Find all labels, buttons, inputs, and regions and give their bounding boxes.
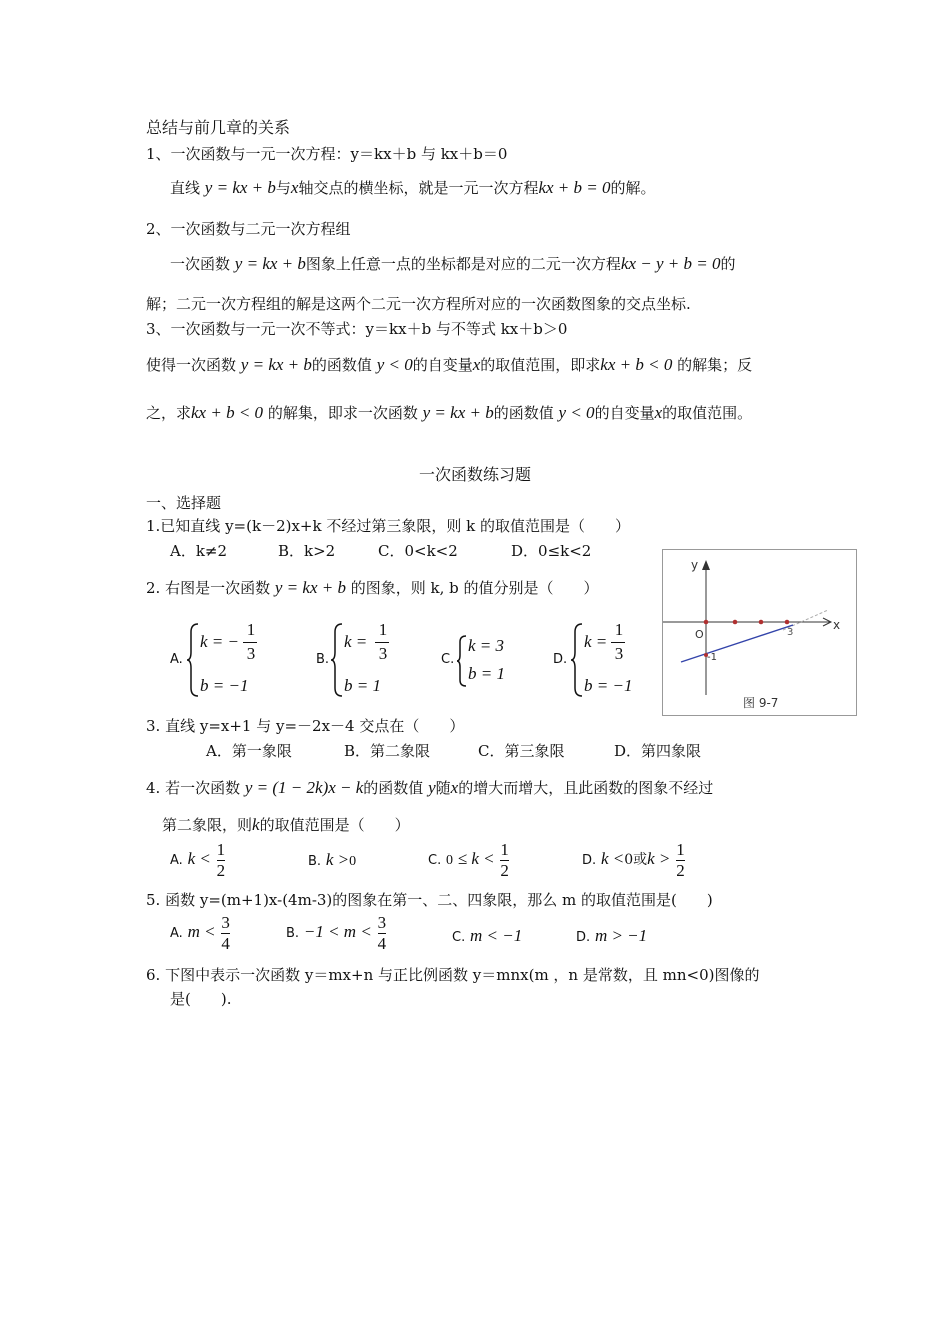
brace-icon: [330, 622, 344, 698]
q6-stem: 6. 下图中表示一次函数 y＝mx+n 与正比例函数 y＝mnx(m ，n 是常数，且 mn<0)图像的: [146, 966, 760, 984]
q2-option-b-label: B.: [316, 652, 330, 667]
q3-option-b: B．第二象限: [344, 742, 431, 760]
q1-option-b: B．k>2: [278, 542, 336, 560]
q2-stem: 2. 右图是一次函数 y = kx + b 的图象，则 k, b 的值分别是（ ）: [146, 578, 599, 597]
relation-2-body-cont: 解；二元一次方程组的解是这两个二元一次方程所对应的一次函数图象的交点坐标.: [146, 295, 691, 313]
figure-9-7: [662, 549, 857, 716]
brace-icon: [186, 622, 200, 698]
q2-option-c-system: k = 3 b = 1: [456, 632, 526, 688]
q4-option-c: C. 0 ≤ k < $\frac{1}{2}$: [428, 840, 509, 880]
q3-stem: 3. 直线 y=x+1 与 y=－2x－4 交点在（ ）: [146, 717, 465, 735]
fraction-one-half: $\frac{1}{2}$: [676, 840, 685, 880]
graph-figure: [663, 550, 856, 715]
q5-option-c: C. m < −1: [452, 926, 523, 945]
relation-2-title: 2、一次函数与二元一次方程组: [146, 220, 351, 238]
q6-stem-line2: 是( ).: [170, 990, 232, 1008]
q4-option-b: B. k >0: [308, 850, 357, 869]
relation-2-body: 一次函数 y = kx + b图象上任意一点的坐标都是对应的二元一次方程kx − y + b = 0的: [170, 254, 736, 273]
q5-option-a: A. m < $\frac{3}{4}$: [170, 913, 230, 953]
part-1-heading: 一、选择题: [146, 494, 222, 512]
q4-stem-line2: 第二象限，则k的取值范围是（ ）: [162, 815, 410, 834]
q5-option-b: B. −1 < m < $\frac{3}{4}$: [286, 913, 387, 953]
figure-y-label: y: [691, 558, 699, 572]
q2-option-d-label: D.: [553, 652, 568, 667]
relation-3-body-cont: 之，求kx + b < 0 的解集，即求一次函数 y = kx + b的函数值 y < 0的自变量x的取值范围。: [146, 403, 753, 422]
fraction-three-quarters: $\frac{3}{4}$: [377, 913, 387, 953]
q3-option-c: C．第三象限: [478, 742, 565, 760]
q2-option-d-system: k = 1 3 b = −1: [570, 620, 650, 700]
q2-option-b-system: k = 1 3 b = 1: [330, 620, 410, 700]
relation-1-body: 直线 y = kx + b与x轴交点的横坐标，就是一元一次方程kx + b = 0的解。: [170, 178, 656, 197]
fraction-three-quarters: $\frac{3}{4}$: [221, 913, 230, 953]
brace-icon: [456, 634, 468, 688]
q2-option-a-label: A.: [170, 652, 183, 667]
figure-origin-label: O: [695, 628, 704, 641]
q3-option-a: A．第一象限: [206, 742, 292, 760]
q1-stem: 1.已知直线 y=(k－2)x+k 不经过第三象限，则 k 的取值范围是（ ）: [146, 517, 630, 535]
figure-x-intercept-label: 3: [787, 627, 794, 638]
q1-option-a: A．k≠2: [170, 542, 228, 560]
relation-3-title: 3、一次函数与一元一次不等式：y＝kx＋b 与不等式 kx＋b＞0: [146, 320, 568, 338]
fraction-one-half: $\frac{1}{2}$: [500, 840, 509, 880]
q2-option-c-label: C.: [441, 652, 455, 667]
figure-y-intercept-label: -1: [707, 652, 717, 663]
q1-option-c: C．0<k<2: [378, 542, 458, 560]
fraction-one-half: $\frac{1}{2}$: [216, 840, 226, 880]
relation-1-title: 1、一次函数与一元一次方程：y＝kx＋b 与 kx＋b＝0: [146, 145, 508, 163]
exercise-title: 一次函数练习题: [418, 465, 531, 484]
q2-option-a-system: k = − 1 3 b = −1: [186, 620, 266, 700]
q5-stem: 5. 函数 y=(m+1)x-(4m-3)的图象在第一、二、四象限，那么 m 的取值范围是( ): [146, 891, 713, 909]
figure-caption: 图 9-7: [743, 696, 779, 710]
q5-option-d: D. m > −1: [576, 926, 648, 945]
q1-option-d: D．0≤k<2: [511, 542, 592, 560]
q4-option-a: A. k < $\frac{1}{2}$: [170, 840, 226, 880]
brace-icon: [570, 622, 584, 698]
q3-option-d: D．第四象限: [614, 742, 702, 760]
relation-3-body: 使得一次函数 y = kx + b的函数值 y < 0的自变量x的取值范围，即求kx + b < 0 的解集；反: [146, 355, 753, 374]
figure-x-label: x: [833, 618, 841, 632]
section-title: 总结与前几章的关系: [146, 118, 291, 137]
q4-stem: 4. 若一次函数 y = (1 − 2k)x − k的函数值 y随x的增大而增大，且此函数的图象不经过: [146, 778, 714, 797]
q4-option-d: D. k <0或k > $\frac{1}{2}$: [582, 840, 685, 880]
